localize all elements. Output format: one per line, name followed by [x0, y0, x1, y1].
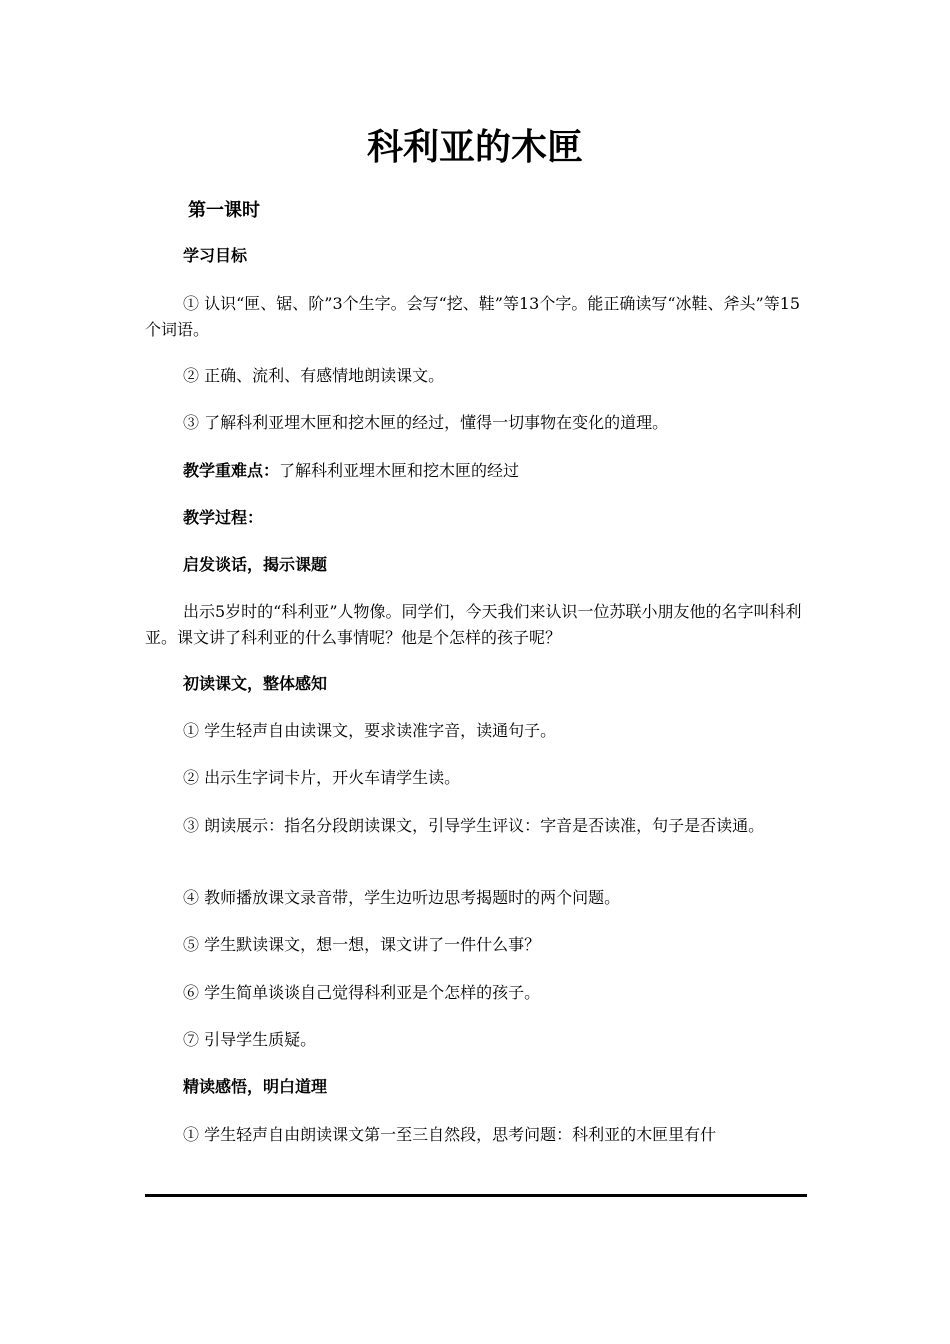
goals-heading: 学习目标 [183, 246, 248, 265]
intro-heading: 启发谈话，揭示课题 [183, 555, 328, 574]
footer-rule [145, 1194, 807, 1197]
first-reading-item-3: ③ 朗读展示：指名分段朗读课文，引导学生评议：字音是否读准，句子是否读通。 [183, 816, 765, 835]
first-reading-heading: 初读课文，整体感知 [183, 674, 328, 693]
lesson-label: 第一课时 [188, 200, 260, 221]
key-points-label: 教学重难点： [183, 461, 280, 480]
first-reading-item-2: ② 出示生字词卡片，开火车请学生读。 [183, 768, 461, 787]
document-title: 科利亚的木匣 [366, 127, 583, 168]
intro-text: 出示5岁时的“科利亚”人物像。同学们，今天我们来认识一位苏联小朋友他的名字叫科利亚。课文讲了科利亚的什么事情呢？他是个怎样的孩子呢？ [145, 602, 802, 647]
first-reading-item-4: ④ 教师播放课文录音带，学生边听边思考揭题时的两个问题。 [183, 888, 621, 907]
first-reading-item-1: ① 学生轻声自由读课文，要求读准字音，读通句子。 [183, 721, 557, 740]
goal-item-1: ① 认识“匣、锯、阶”3个生字。会写“挖、鞋”等13个字。能正确读写“冰鞋、斧头”等15个词语。 [145, 294, 801, 339]
goal-item-2: ② 正确、流利、有感情地朗读课文。 [183, 366, 445, 385]
close-reading-item-1: ① 学生轻声自由朗读课文第一至三自然段，思考问题：科利亚的木匣里有什 [183, 1125, 717, 1144]
first-reading-item-5: ⑤ 学生默读课文，想一想，课文讲了一件什么事？ [183, 935, 541, 954]
first-reading-item-6: ⑥ 学生简单谈谈自己觉得科利亚是个怎样的孩子。 [183, 983, 541, 1002]
first-reading-item-7: ⑦ 引导学生质疑。 [183, 1030, 317, 1049]
key-points [145, 458, 807, 484]
close-reading-heading: 精读感悟，明白道理 [183, 1077, 328, 1096]
process-heading: 教学过程： [183, 508, 264, 527]
key-points-text: 了解科利亚埋木匣和挖木匣的经过 [279, 461, 520, 480]
goal-item-3: ③ 了解科利亚埋木匣和挖木匣的经过，懂得一切事物在变化的道理。 [183, 413, 669, 432]
